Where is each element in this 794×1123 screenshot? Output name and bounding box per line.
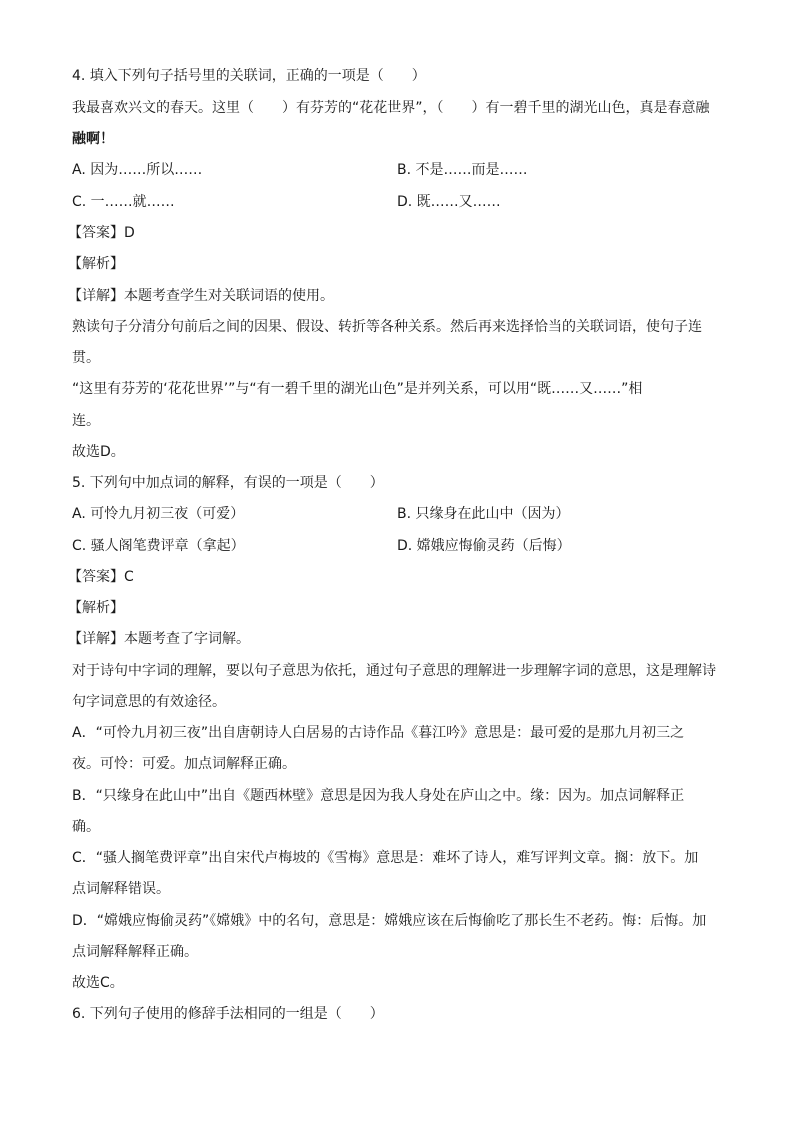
q6-stem: 6. 下列句子使用的修辞手法相同的一组是（ ）	[72, 1006, 384, 1022]
q4-text-line2: 融啊！	[72, 131, 114, 147]
q5-choose: 故选C。	[72, 975, 124, 991]
q5-option-d: D. 嫦娥应悔偷灵药（后悔）	[397, 538, 571, 554]
q4-explanation-1: 熟读句子分清分句前后之间的因果、假设、转折等各种关系。然后再来选择恰当的关联词语，使句子连	[72, 319, 702, 335]
q5-option-b: B. 只缘身在此山中（因为）	[397, 506, 570, 522]
q5-detail: 【详解】本题考查了字词解。	[68, 631, 250, 647]
q4-detail: 【详解】本题考查学生对关联词语的使用。	[68, 288, 334, 304]
q4-option-d: D. 既……又……	[397, 194, 501, 210]
q4-explanation-4: 连。	[72, 413, 100, 429]
q5-explanation-1: 对于诗句中字词的理解，要以句子意思为依托，通过句子意思的理解进一步理解字词的意思，这是理解诗	[72, 663, 716, 679]
q4-analysis-label: 【解析】	[68, 256, 124, 272]
q5-analysis-c-2: 点词解释错误。	[72, 881, 170, 897]
q4-option-c: C. 一……就……	[72, 194, 175, 210]
q4-option-b: B. 不是……而是……	[397, 162, 528, 178]
q5-analysis-d-1: D．“嫦娥应悔偷灵药”《嫦娥》中的名句，意思是：嫦娥应该在后悔偷吃了那长生不老药。悔：后悔。加	[72, 913, 707, 929]
q5-analysis-d-2: 点词解释解释正确。	[72, 944, 198, 960]
q4-stem: 4. 填入下列句子括号里的关联词，正确的一项是（ ）	[72, 68, 426, 84]
q4-option-a: A. 因为……所以……	[72, 162, 203, 178]
q5-option-c: C. 骚人阁笔费评章（拿起）	[72, 538, 245, 554]
q5-answer: 【答案】C	[68, 569, 134, 585]
q5-analysis-a-1: A．“可怜九月初三夜”出自唐朝诗人白居易的古诗作品《暮江吟》意思是：最可爱的是那九月初三之	[72, 725, 685, 741]
q5-stem: 5. 下列句中加点词的解释，有误的一项是（ ）	[72, 475, 384, 491]
q4-text-line1: 我最喜欢兴文的春天。这里（ ）有芬芳的“花花世界”，（ ）有一碧千里的湖光山色，真是春意融	[72, 100, 710, 116]
q5-analysis-c-1: C．“骚人搁笔费评章”出自宋代卢梅坡的《雪梅》意思是：难坏了诗人，难写评判文章。搁：放下。加	[72, 850, 699, 866]
q4-explanation-2: 贯。	[72, 350, 100, 366]
q5-analysis-b-1: B．“只缘身在此山中”出自《题西林壁》意思是因为我人身处在庐山之中。缘：因为。加点词解释正	[72, 788, 685, 804]
q4-choose: 故选D。	[72, 444, 125, 460]
q5-analysis-a-2: 夜。可怜：可爱。加点词解释正确。	[72, 756, 296, 772]
q5-explanation-2: 句字词意思的有效途径。	[72, 694, 226, 710]
q5-option-a: A. 可怜九月初三夜（可爱）	[72, 506, 245, 522]
q4-explanation-3: “这里有芬芳的‘花花世界’”与“有一碧千里的湖光山色”是并列关系，可以用“既……又……”相	[72, 381, 643, 397]
q5-analysis-label: 【解析】	[68, 600, 124, 616]
q5-analysis-b-2: 确。	[72, 819, 100, 835]
q4-answer: 【答案】D	[68, 225, 135, 241]
